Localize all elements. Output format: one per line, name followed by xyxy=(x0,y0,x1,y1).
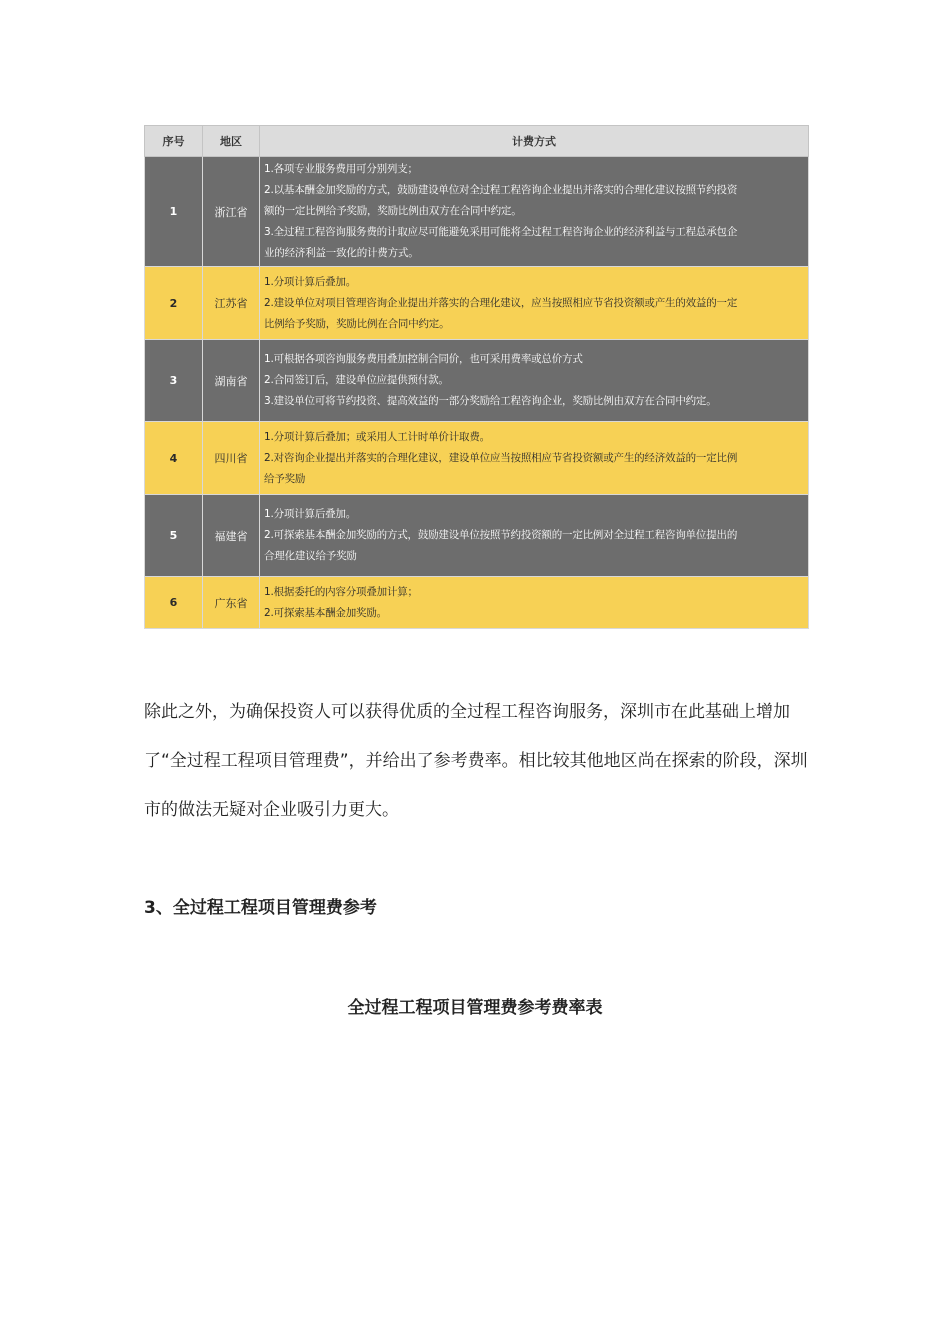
row-method xyxy=(260,340,809,422)
row-number: 1 xyxy=(145,157,203,267)
method-line: 2.可探索基本酬金加奖励。 xyxy=(264,606,387,619)
method-line: 2.对咨询企业提出并落实的合理化建议，建设单位应当按照相应节省投资额或产生的经济效益的一定比例 xyxy=(264,451,738,464)
method-line: 1.各项专业服务费用可分别列支； xyxy=(264,163,418,175)
method-line: 2.建设单位对项目管理咨询企业提出并落实的合理化建议，应当按照相应节省投资额或产生的效益的一定 xyxy=(264,296,738,309)
row-number: 3 xyxy=(145,340,203,422)
method-line: 3.建设单位可将节约投资、提高效益的一部分奖励给工程咨询企业，奖励比例由双方在合同中约定。 xyxy=(264,395,717,407)
header-region: 地区 xyxy=(203,126,260,157)
row-method xyxy=(260,267,809,340)
method-line: 2.可探索基本酬金加奖励的方式，鼓励建设单位按照节约投资额的一定比例对全过程工程咨询单位提出的 xyxy=(264,529,738,541)
header-method: 计费方式 xyxy=(260,126,809,157)
table-row xyxy=(145,340,809,422)
method-line: 2.合同签订后，建设单位应提供预付款。 xyxy=(264,374,449,386)
body-paragraph: 除此之外，为确保投资人可以获得优质的全过程工程咨询服务，深圳市在此基础上增加了“全过程工程项目管理费”，并给出了参考费率。相比较其他地区尚在探索的阶段，深圳市的做法无疑对企业吸引力更大。 xyxy=(144,702,808,820)
row-method xyxy=(260,157,809,267)
row-region: 福建省 xyxy=(203,495,260,577)
row-method xyxy=(260,495,809,577)
row-number: 5 xyxy=(145,495,203,577)
method-line: 业的经济利益一致化的计费方式。 xyxy=(264,247,419,259)
row-number: 4 xyxy=(145,422,203,495)
method-line: 1.分项计算后叠加。 xyxy=(264,275,357,288)
table-row xyxy=(145,157,809,267)
row-method xyxy=(260,422,809,495)
row-region: 广东省 xyxy=(203,577,260,629)
method-line: 比例给予奖励，奖励比例在合同中约定。 xyxy=(264,317,450,330)
section-heading: 3、全过程工程项目管理费参考 xyxy=(144,898,377,918)
table-title: 全过程工程项目管理费参考费率表 xyxy=(347,998,603,1018)
method-line: 3.全过程工程咨询服务费的计取应尽可能避免采用可能将全过程工程咨询企业的经济利益与工程总承包企 xyxy=(264,226,738,238)
row-method xyxy=(260,577,809,629)
method-line: 给予奖励 xyxy=(264,472,306,485)
method-line: 1.分项计算后叠加。 xyxy=(264,508,357,520)
row-number: 2 xyxy=(145,267,203,340)
method-line: 额的一定比例给予奖励，奖励比例由双方在合同中约定。 xyxy=(264,205,522,217)
row-region: 湖南省 xyxy=(203,340,260,422)
header-number: 序号 xyxy=(145,126,203,157)
table-row xyxy=(145,577,809,629)
table-row xyxy=(145,422,809,495)
method-line: 合理化建议给予奖励 xyxy=(264,550,357,562)
method-line: 1.可根据各项咨询服务费用叠加控制合同价，也可采用费率或总价方式 xyxy=(264,353,583,365)
table-row xyxy=(145,495,809,577)
row-region: 江苏省 xyxy=(203,267,260,340)
row-region: 浙江省 xyxy=(203,157,260,267)
fee-method-table xyxy=(144,125,809,629)
table-row xyxy=(145,267,809,340)
method-line: 1.分项计算后叠加；或采用人工计时单价计取费。 xyxy=(264,430,490,443)
method-line: 2.以基本酬金加奖励的方式，鼓励建设单位对全过程工程咨询企业提出并落实的合理化建议按照节约投资 xyxy=(264,184,738,196)
method-line: 1.根据委托的内容分项叠加计算； xyxy=(264,585,418,598)
row-number: 6 xyxy=(145,577,203,629)
row-region: 四川省 xyxy=(203,422,260,495)
table-header-row xyxy=(145,126,809,157)
